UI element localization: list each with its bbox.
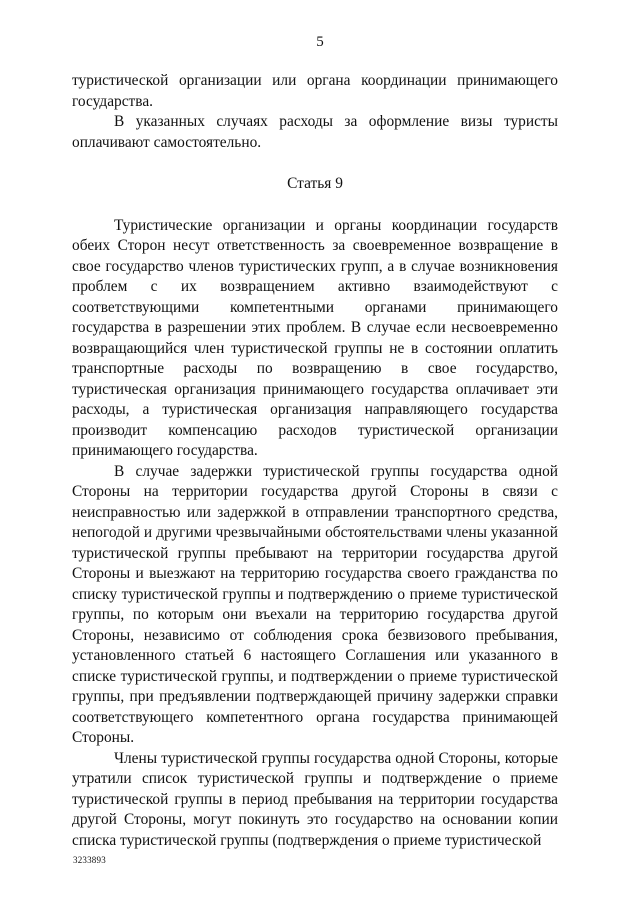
intro-paragraph-2: В указанных случаях расходы за оформление визы туристы оплачивают самостоятельно. (72, 113, 558, 151)
article-title: Статья 9 (287, 175, 343, 192)
page-number: 5 (316, 34, 324, 50)
intro-paragraph-1: туристической организации или органа координации принимающего государства. (72, 72, 558, 110)
article-paragraph-3: Члены туристической группы государства одной Стороны, которые утратили список туристической группы и подтверждение о приеме туристической группы в период пребывания на территории государства другой Стороны, могут покинуть это государство на основании копии списка туристической группы (подтверждения о приеме туристической (72, 749, 558, 849)
article-paragraph-2: В случае задержки туристической группы государства одной Стороны на территории государства другой Стороны в связи с неисправностью или задержкой в отправлении транспортного средства, непогодой и другими чрезвычайными обстоятельствами члены указанной туристической группы пребывают на территории государства другой Стороны и выезжают на территорию государства своего гражданства по списку туристической группы и подтверждению о приеме туристической группы, по которым они въехали на территорию государства другой Стороны, независимо от соблюдения срока безвизового пребывания, установленного статьей 6 настоящего Соглашения или указанного в списке туристической группы, и подтверждении о приеме туристической группы, при предъявлении подтверждающей причину задержки справки соответствующего компетентного органа государства принимающей Стороны. (72, 462, 558, 746)
document-body (72, 71, 558, 851)
document-code: 3233893 (73, 855, 106, 865)
article-paragraph-1: Туристические организации и органы координации государств обеих Сторон несут ответственность за своевременное возвращение в свое государство членов туристических групп, а в случае возникновения проблем с их возвращением активно взаимодействуют с соответствующими компетентными органами принимающего государства в разрешении этих проблем. В случае если несвоевременно возвращающийся член туристической группы не в состоянии оплатить транспортные расходы по возвращению в свое государство, туристическая организация принимающего государства оплачивает эти расходы, а туристическая организация направляющего государства производит компенсацию расходов туристической организации принимающего государства. (72, 216, 558, 459)
